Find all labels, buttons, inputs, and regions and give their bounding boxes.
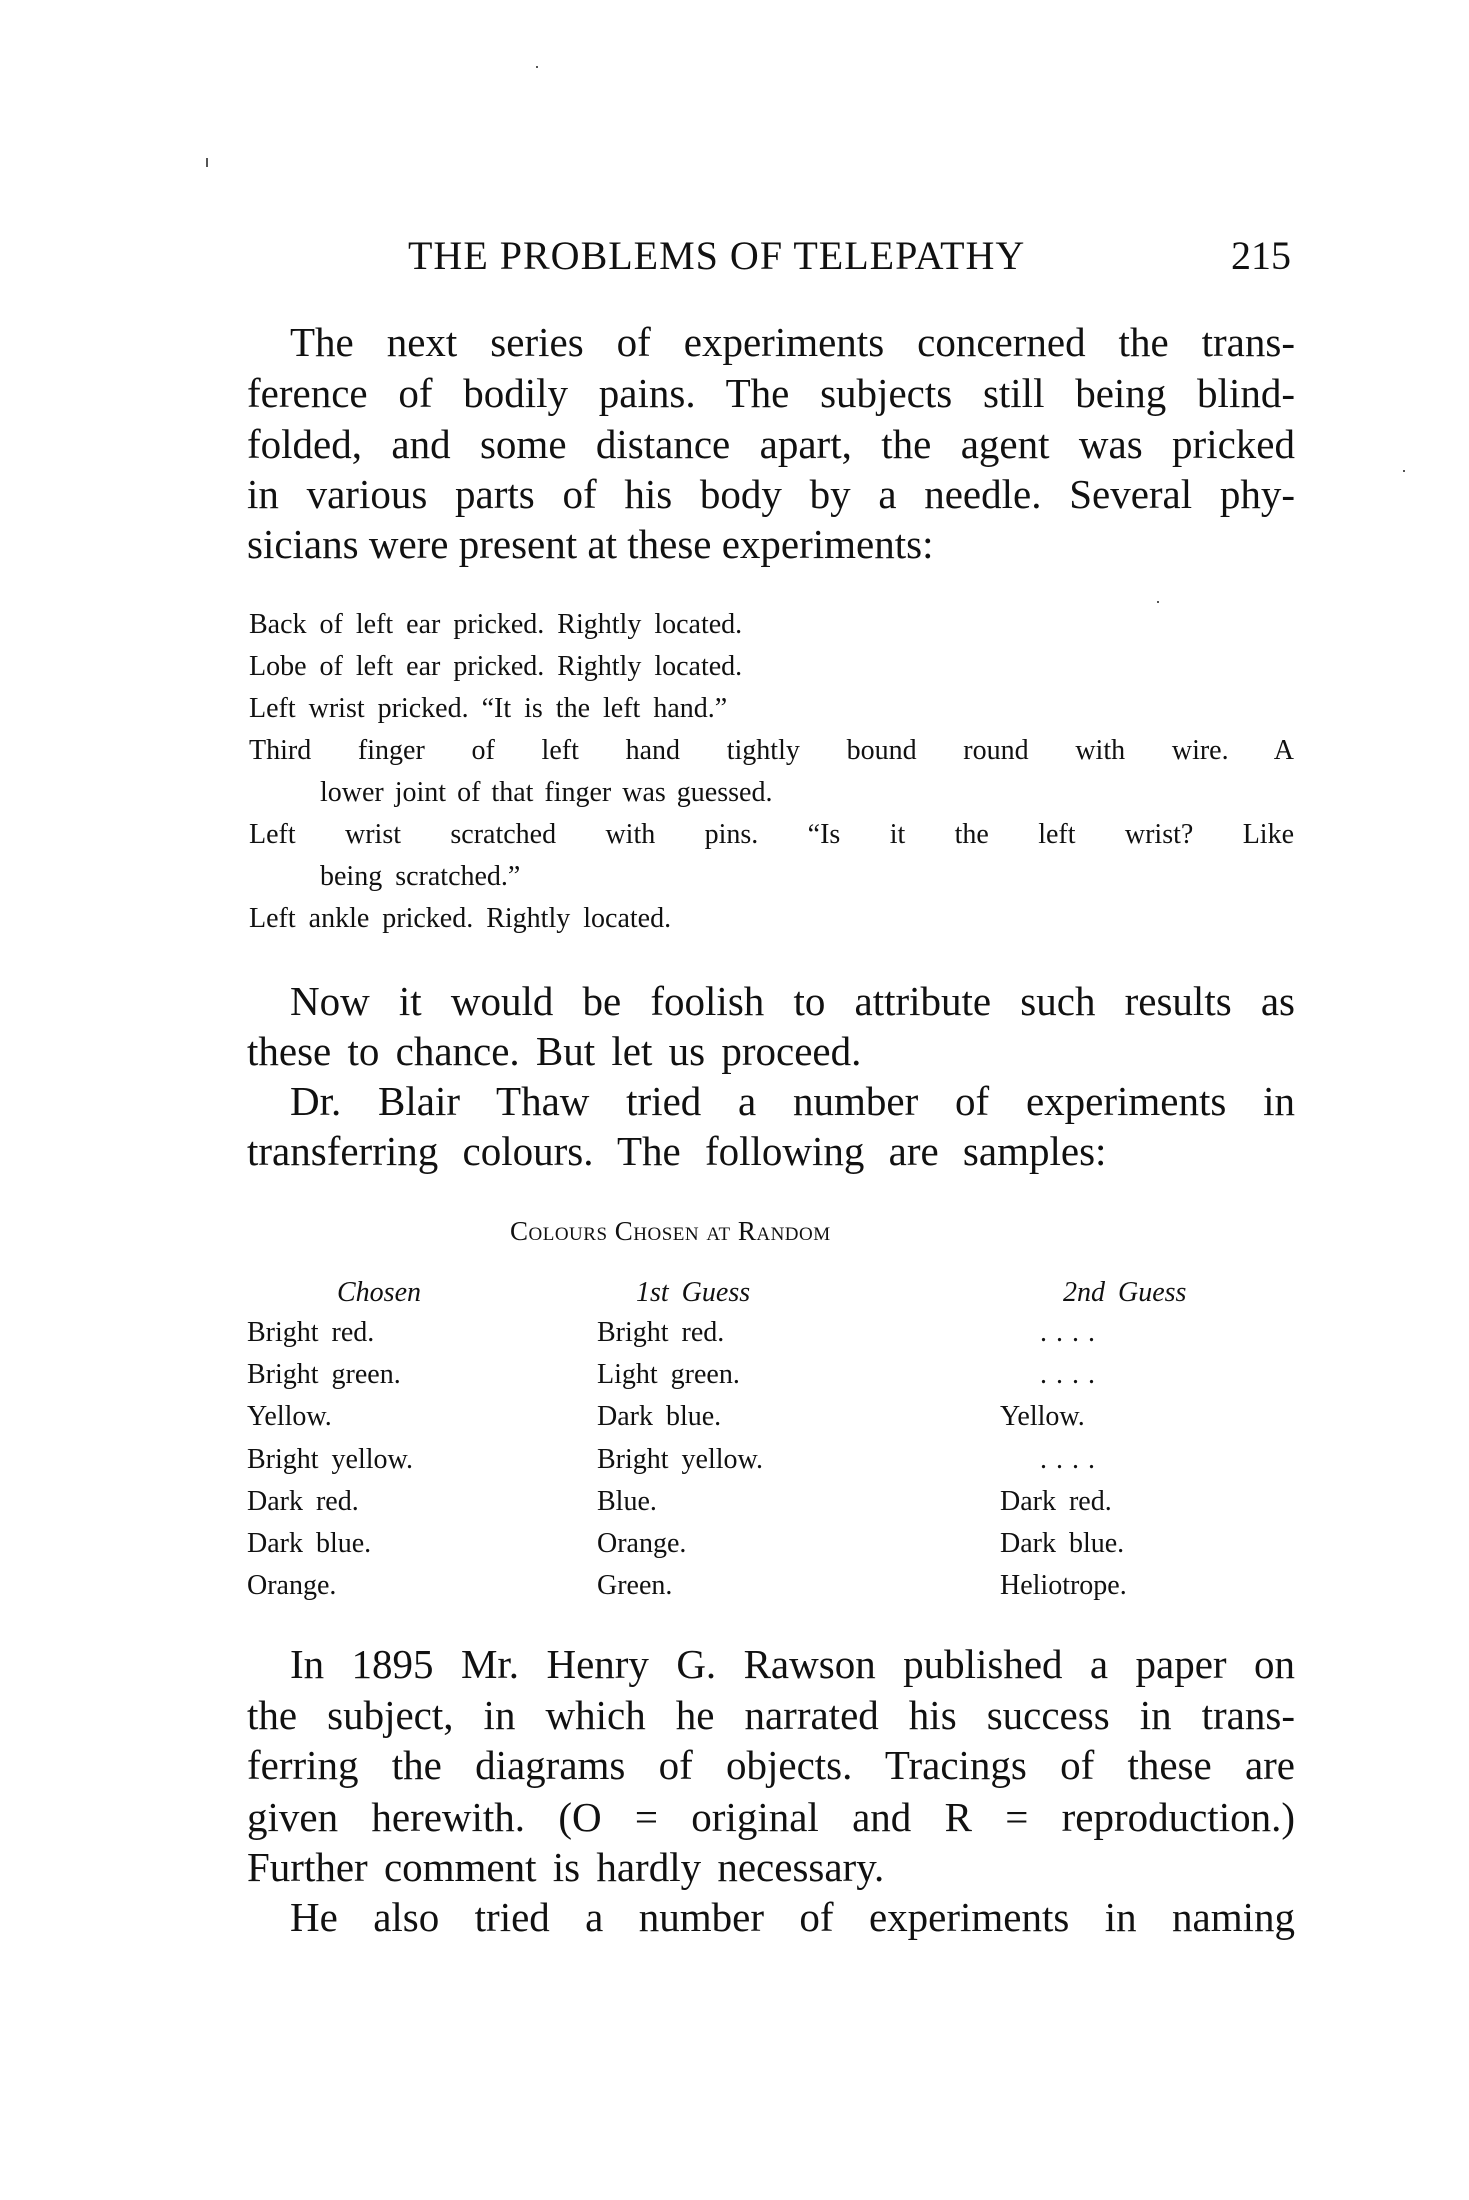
- cell-first-guess: Bright yellow.: [597, 1443, 763, 1475]
- text-line: Further comment is hardly necessary.: [247, 1844, 885, 1890]
- result-line: Back of left ear pricked. Rightly located.: [249, 609, 743, 640]
- scan-mark: [1157, 601, 1159, 603]
- cell-second-guess: Dark red.: [1000, 1485, 1112, 1517]
- cell-chosen: Dark blue.: [247, 1528, 372, 1559]
- result-line-continued: lower joint of that finger was guessed.: [320, 777, 773, 808]
- text-line: in various parts of his body by a needle. Several phy-: [247, 474, 1295, 517]
- text-line: these to chance. But let us proceed.: [247, 1028, 862, 1074]
- text-line: the subject, in which he narrated his success in trans-: [247, 1695, 1295, 1738]
- scan-mark: [536, 66, 538, 68]
- table-title: Colours Chosen at Random: [510, 1216, 831, 1246]
- column-header-second-guess: 2nd Guess: [1063, 1277, 1187, 1308]
- text-line: ferring the diagrams of objects. Tracings of these are: [247, 1745, 1295, 1788]
- page-number: 215: [1231, 233, 1291, 278]
- column-header-chosen: Chosen: [337, 1277, 421, 1308]
- result-line: Lobe of left ear pricked. Rightly located.: [249, 651, 743, 682]
- text-line: sicians were present at these experiments:: [247, 521, 934, 567]
- scan-mark: [1403, 470, 1405, 472]
- text-line: The next series of experiments concerned the trans-: [290, 322, 1295, 365]
- text-line: given herewith. (O = original and R = reproduction.): [247, 1797, 1295, 1840]
- running-title: THE PROBLEMS OF TELEPATHY: [408, 233, 1026, 278]
- cell-first-guess: Blue.: [597, 1485, 657, 1517]
- text-line: Now it would be foolish to attribute such results as: [290, 981, 1295, 1024]
- result-line: Left ankle pricked. Rightly located.: [249, 903, 672, 934]
- cell-chosen: Bright yellow.: [247, 1443, 413, 1475]
- cell-second-guess: Dark blue.: [1000, 1528, 1125, 1559]
- cell-chosen: Bright green.: [247, 1359, 401, 1391]
- cell-first-guess: Light green.: [597, 1359, 740, 1391]
- text-line: folded, and some distance apart, the agent was pricked: [247, 424, 1295, 467]
- cell-chosen: Dark red.: [247, 1485, 359, 1517]
- cell-second-guess: ....: [1040, 1443, 1104, 1475]
- text-line: ference of bodily pains. The subjects still being blind-: [247, 373, 1295, 416]
- cell-second-guess: ....: [1040, 1359, 1104, 1391]
- cell-second-guess: Heliotrope.: [1000, 1570, 1127, 1602]
- cell-first-guess: Orange.: [597, 1528, 687, 1559]
- cell-second-guess: Yellow.: [1000, 1401, 1085, 1433]
- result-line-continued: being scratched.”: [320, 861, 521, 892]
- text-line: Dr. Blair Thaw tried a number of experiments in: [290, 1081, 1295, 1124]
- cell-second-guess: ....: [1040, 1317, 1104, 1348]
- cell-chosen: Bright red.: [247, 1317, 375, 1348]
- cell-chosen: Yellow.: [247, 1401, 332, 1433]
- cell-first-guess: Dark blue.: [597, 1401, 722, 1433]
- text-line: transferring colours. The following are samples:: [247, 1128, 1107, 1174]
- cell-chosen: Orange.: [247, 1570, 337, 1602]
- text-line: He also tried a number of experiments in naming: [290, 1897, 1295, 1940]
- cell-first-guess: Bright red.: [597, 1317, 725, 1348]
- text-line: In 1895 Mr. Henry G. Rawson published a paper on: [290, 1644, 1295, 1687]
- scan-mark: [206, 158, 208, 167]
- result-line: Left wrist scratched with pins. “Is it the left wrist? Like: [249, 821, 1294, 850]
- cell-first-guess: Green.: [597, 1570, 673, 1602]
- result-line: Third finger of left hand tightly bound round with wire. A: [249, 737, 1294, 766]
- result-line: Left wrist pricked. “It is the left hand.”: [249, 693, 728, 724]
- column-header-first-guess: 1st Guess: [636, 1277, 751, 1308]
